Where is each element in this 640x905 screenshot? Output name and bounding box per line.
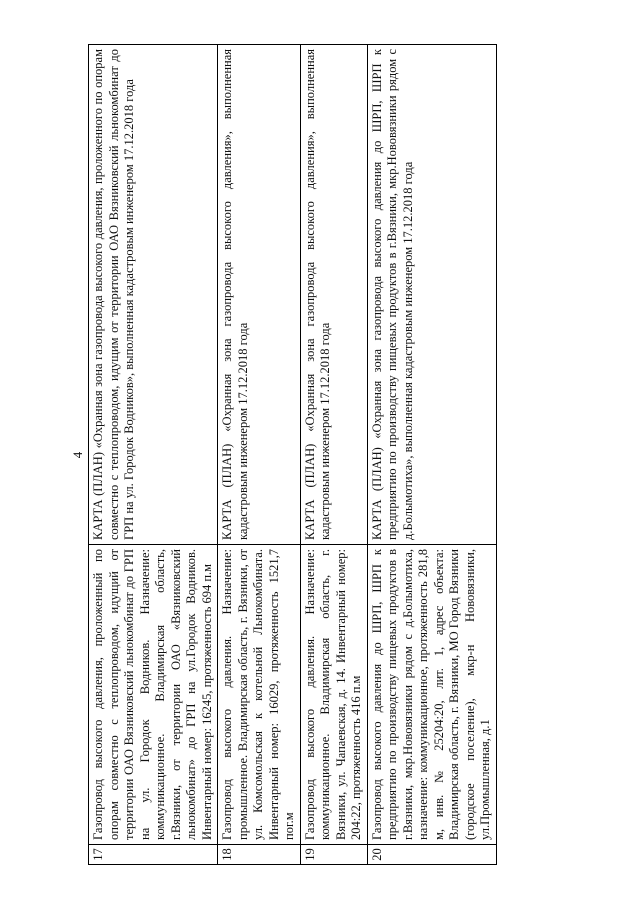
row-number: 19 (300, 845, 367, 865)
document-table (88, 44, 497, 865)
document-description: КАРТА (ПЛАН) «Охранная зона газопровода высокого давления», выполненная кадастровым инженером 17.12.2018 года (300, 45, 367, 545)
document-description: КАРТА (ПЛАН) «Охранная зона газопровода высокого давления», выполненная кадастровым инженером 17.12.2018 года (218, 45, 301, 545)
page-number: 4 (70, 451, 85, 459)
object-description: Газопровод высокого давления, проложенный по опорам совместно с теплопроводом, идущий от территории ОАО Вязниковский льнокомбинат до ГРП на ул. Городок Водников. Назначение: коммуникационное. Владимирская область, г.Вязники, от территории ОАО «Вязниковский льнокомбинат» до ГРП на ул.Городок Водников. Инвентарный номер: 16245, протяженность 694 п.м (89, 545, 218, 845)
row-number: 20 (367, 845, 496, 865)
table-row (367, 45, 496, 865)
document-description: КАРТА (ПЛАН) «Охранная зона газопровода высокого давления до ШРП, ШРП к предприятию по производству пищевых продуктов в г.Вязники, мкр.Нововязники рядом с д.Болымотиха», выполненная кадастровым инженером 17.12.2018 года (367, 45, 496, 545)
table-row (300, 45, 367, 865)
object-description: Газопровод высокого давления. Назначение: коммуникационное. Владимирская область, г. Вязники, ул. Чапаевская, д. 14. Инвентарный номер: 204:22, протяженность 416 п.м (300, 545, 367, 845)
object-description: Газопровод высокого давления до ШРП, ШРП к предприятию по производству пищевых продуктов в г.Вязники, мкр.Нововязники рядом с д.Болымотиха, назначение: коммуникационное, протяженность 281,8 м, инв. № 25204:20, лит. 1, адрес объекта: Владимирская область, г. Вязники, МО Город Вязники (городское поселение), мкр-н Нововязники, ул.Промышленная, д.1 (367, 545, 496, 845)
rotated-page (70, 45, 492, 865)
document-description: КАРТА (ПЛАН) «Охранная зона газопровода высокого давления, проложенного по опорам совместно с теплопроводом, идущим от территории ОАО Вязниковский льнокомбинат до ГРП на ул. Городок Водников», выполненная кадастровым инженером 17.12.2018 года (89, 45, 218, 545)
object-description: Газопровод высокого давления. Назначение: промышленное. Владимирская область, г. Вязники, от ул. Комсомольская к котельной Льнокомбината. Инвентарный номер: 16029, протяженность 1521,7 пог.м (218, 545, 301, 845)
row-number: 18 (218, 845, 301, 865)
row-number: 17 (89, 845, 218, 865)
table-row (89, 45, 218, 865)
table-row (218, 45, 301, 865)
